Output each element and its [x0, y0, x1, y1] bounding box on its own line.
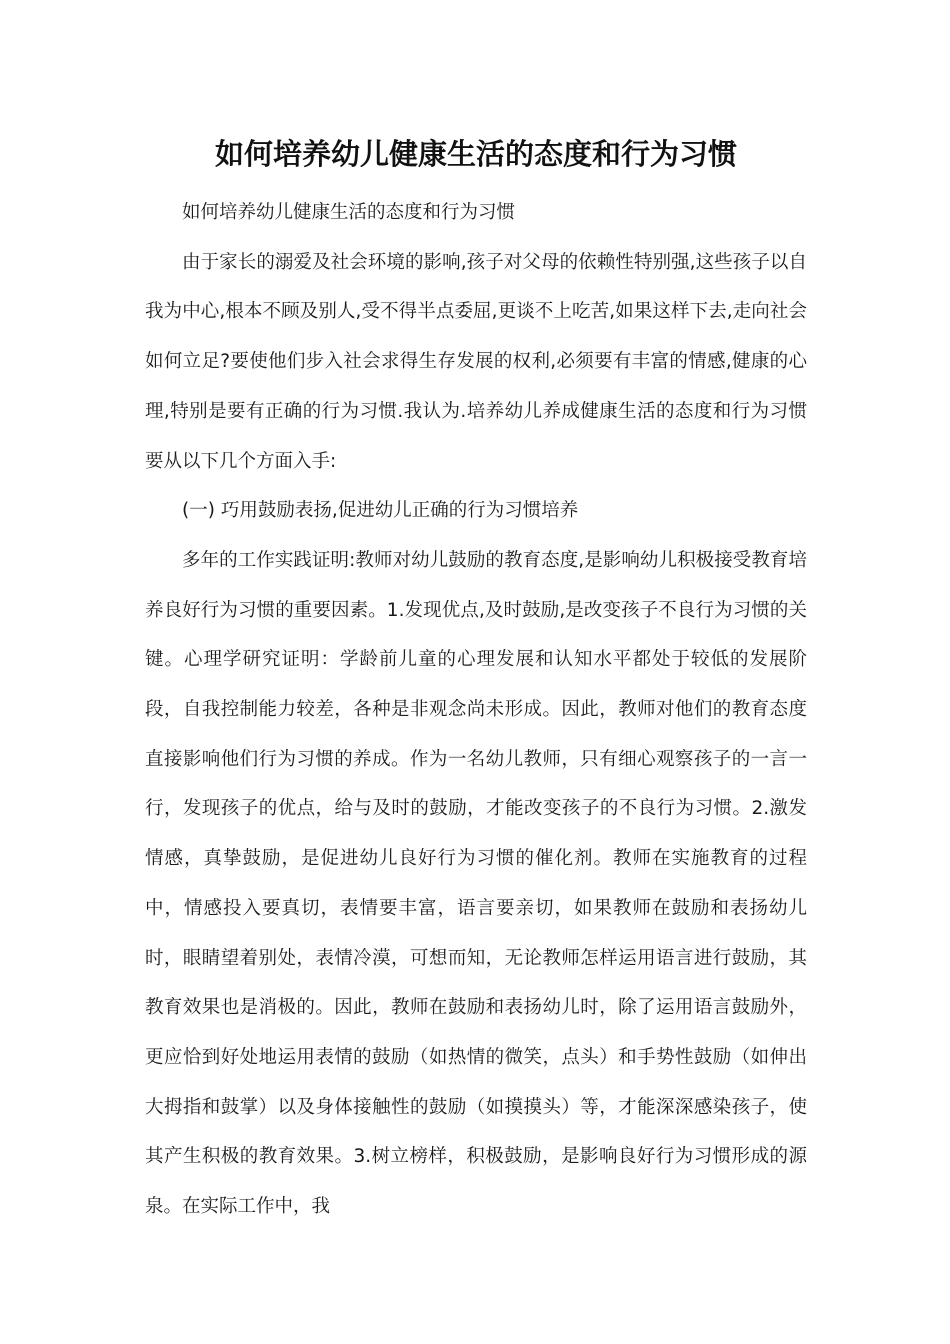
subtitle-paragraph: 如何培养幼儿健康生活的态度和行为习惯: [182, 202, 516, 223]
document-page: [145, 120, 807, 1232]
intro-paragraph: 由于家长的溺爱及社会环境的影响,孩子对父母的依赖性特别强,这些孩子以自我为中心,根本不顾及别人,受不得半点委屈,更谈不上吃苦,如果这样下去,走向社会如何立足?要使他们步入社会求得生存发展的权利,必须要有丰富的情感,健康的心理,特别是要有正确的行为习惯.我认为.培养幼儿养成健康生活的态度和行为习惯要从以下几个方面入手:: [145, 251, 807, 472]
body-paragraph: 多年的工作实践证明:教师对幼儿鼓励的教育态度,是影响幼儿积极接受教育培养良好行为习惯的重要因素。1.发现优点,及时鼓励,是改变孩子不良行为习惯的关键。心理学研究证明：学龄前儿童的心理发展和认知水平都处于较低的发展阶段，自我控制能力较差，各种是非观念尚未形成。因此，教师对他们的教育态度直接影响他们行为习惯的养成。作为一名幼儿教师，只有细心观察孩子的一言一行，发现孩子的优点，给与及时的鼓励，才能改变孩子的不良行为习惯。2.激发情感，真挚鼓励，是促进幼儿良好行为习惯的催化剂。教师在实施教育的过程中，情感投入要真切，表情要丰富，语言要亲切，如果教师在鼓励和表扬幼儿时，眼睛望着别处，表情冷漠，可想而知，无论教师怎样运用语言进行鼓励，其教育效果也是消极的。因此，教师在鼓励和表扬幼儿时，除了运用语言鼓励外，更应恰到好处地运用表情的鼓励（如热情的微笑，点头）和手势性鼓励（如伸出大拇指和鼓掌）以及身体接触性的鼓励（如摸摸头）等，才能深深感染孩子，使其产生积极的教育效果。3.树立榜样，积极鼓励，是影响良好行为习惯形成的源泉。在实际工作中，我: [145, 549, 807, 1218]
document-title: 如何培养幼儿健康生活的态度和行为习惯: [214, 137, 737, 171]
section-heading: (一) 巧用鼓励表扬,促进幼儿正确的行为习惯培养: [182, 500, 579, 522]
